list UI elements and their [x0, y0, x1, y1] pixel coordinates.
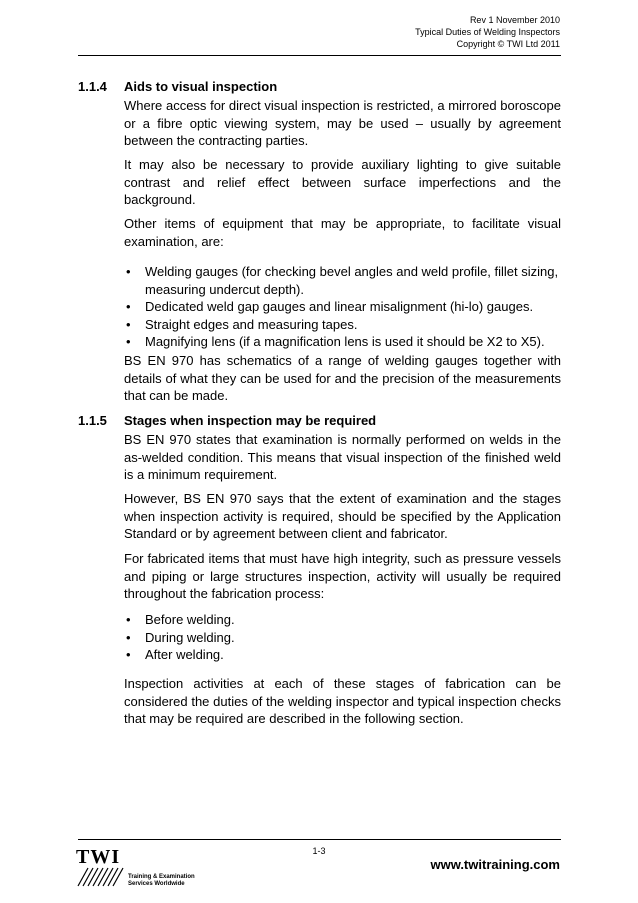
paragraph: Other items of equipment that may be appropriate, to facilitate visual examination, are:	[124, 216, 561, 249]
section-number: 1.1.4	[78, 79, 107, 94]
bullet-list	[124, 263, 561, 351]
section-title: Aids to visual inspection	[124, 79, 278, 94]
bullet-icon: •	[126, 299, 131, 314]
bullet-icon: •	[126, 629, 131, 645]
website-link[interactable]: www.twitraining.com	[430, 857, 560, 872]
revision-text: Rev 1 November 2010	[469, 15, 560, 25]
copyright-text: Copyright © TWI Ltd 2011	[456, 39, 560, 49]
section-number: 1.1.5	[78, 413, 107, 428]
bullet-icon: •	[126, 264, 131, 279]
page-number: 1-3	[312, 846, 326, 856]
header-rule	[78, 55, 561, 56]
page-header	[415, 14, 560, 50]
paragraph: However, BS EN 970 says that the extent of examination and the stages when inspection activity is required, should be specified by the Application Standard or by agreement between client and fabricator.	[124, 491, 561, 541]
paragraph: For fabricated items that must have high integrity, such as pressure vessels and piping or large structures inspection, activity will usually be required throughout the fabrication process:	[124, 551, 561, 601]
logo-stripes-icon	[78, 868, 123, 886]
list-item: • Welding gauges (for checking bevel angles and weld profile, fillet sizing, measuring undercut depth).	[126, 264, 559, 297]
paragraph: Where access for direct visual inspection is restricted, a mirrored boroscope or a fibre optic viewing system, may be used – usually by agreement between the contracting parties.	[124, 98, 561, 148]
list-item: • Before welding.	[126, 612, 235, 627]
list-item: • Magnifying lens (if a magnification lens is used it should be X2 to X5).	[126, 334, 545, 349]
twi-logo	[76, 846, 216, 888]
list-item: • Dedicated weld gap gauges and linear misalignment (hi-lo) gauges.	[126, 299, 534, 314]
list-item: • During welding.	[126, 629, 235, 645]
bullet-icon: •	[126, 647, 131, 662]
bullet-list	[124, 611, 561, 664]
svg-text:TWI: TWI	[76, 846, 121, 868]
bullet-icon: •	[126, 316, 131, 332]
bullet-icon: •	[126, 612, 131, 627]
paragraph: BS EN 970 states that examination is normally performed on welds in the as-welded condition. This means that visual inspection of the finished weld is a minimum requirement.	[124, 432, 561, 482]
svg-text:Services Worldwide: Services Worldwide	[128, 881, 185, 887]
list-item: • Straight edges and measuring tapes.	[126, 316, 358, 332]
bullet-icon: •	[126, 334, 131, 349]
document-title: Typical Duties of Welding Inspectors	[415, 27, 560, 37]
footer-rule	[78, 839, 561, 840]
section-title: Stages when inspection may be required	[124, 413, 377, 428]
paragraph: Inspection activities at each of these stages of fabrication can be considered the duties of the welding inspector and typical inspection checks that may be required are described in the following section.	[124, 676, 561, 726]
paragraph: It may also be necessary to provide auxiliary lighting to give suitable contrast and relief effect between surface imperfections and the background.	[124, 157, 561, 207]
svg-text:Training & Examination: Training & Examination	[128, 874, 195, 880]
list-item: • After welding.	[126, 647, 224, 662]
paragraph: BS EN 970 has schematics of a range of welding gauges together with details of what they can be used for and the precision of the measurements that can be made.	[124, 353, 561, 403]
